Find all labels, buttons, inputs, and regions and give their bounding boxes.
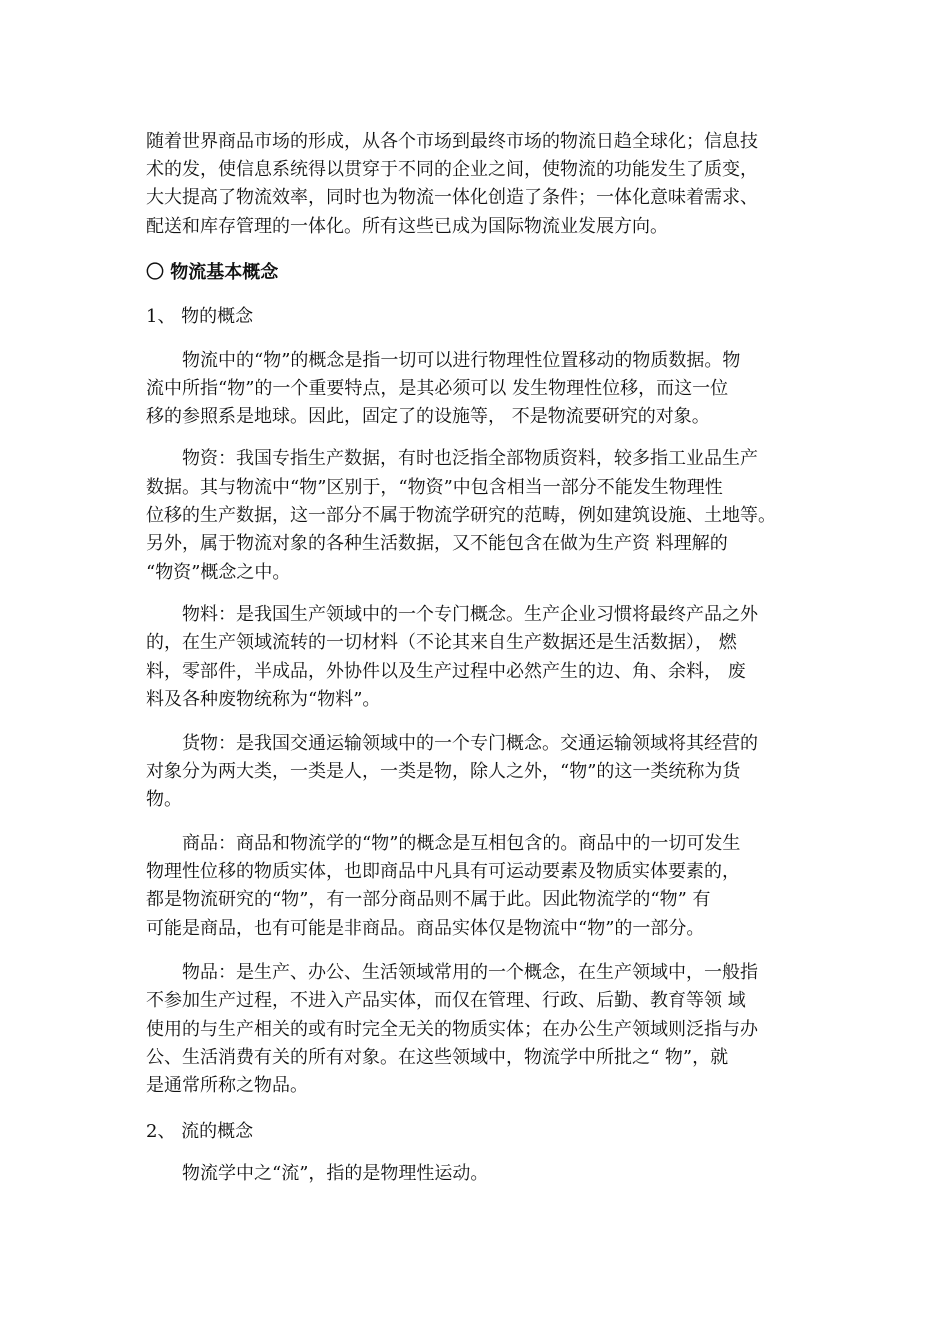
paragraph-line: “物资”概念之中。 xyxy=(146,562,291,583)
paragraph-line: 物品：是生产、办公、生活领域常用的一个概念，在生产领域中，一般指 xyxy=(182,962,758,983)
paragraph-line: 物流学中之“流”，指的是物理性运动。 xyxy=(182,1163,489,1184)
intro-line: 术的发，使信息系统得以贯穿于不同的企业之间，使物流的功能发生了质变， xyxy=(146,159,758,180)
paragraph-line: 物理性位移的物质实体，也即商品中凡具有可运动要素及物质实体要素的， xyxy=(146,861,740,882)
paragraph-line: 对象分为两大类，一类是人，一类是物，除人之外，“物”的这一类统称为货 xyxy=(146,761,741,782)
paragraph-line: 使用的与生产相关的或有时完全无关的物质实体；在办公生产领域则泛指与办 xyxy=(146,1019,758,1040)
paragraph-line: 物。 xyxy=(146,789,182,810)
section-heading: 〇 物流基本概念 xyxy=(146,262,279,283)
paragraph-line: 不参加生产过程，不进入产品实体，而仅在管理、行政、后勤、教育等领 域 xyxy=(146,990,746,1011)
paragraph-line: 都是物流研究的“物”，有一部分商品则不属于此。因此物流学的“物” 有 xyxy=(146,889,711,910)
paragraph-line: 的，在生产领域流转的一切材料（不论其来自生产数据还是生活数据）， 燃 xyxy=(146,632,737,653)
paragraph-line: 货物：是我国交通运输领域中的一个专门概念。交通运输领域将其经营的 xyxy=(182,733,758,754)
paragraph-line: 可能是商品，也有可能是非商品。商品实体仅是物流中“物”的一部分。 xyxy=(146,918,705,939)
intro-line: 随着世界商品市场的形成，从各个市场到最终市场的物流日趋全球化；信息技 xyxy=(146,131,758,152)
subheading-liu: 2、 流的概念 xyxy=(146,1121,254,1142)
intro-line: 大大提高了物流效率，同时也为物流一体化创造了条件；一体化意味着需求、 xyxy=(146,187,758,208)
paragraph-line: 物资：我国专指生产数据，有时也泛指全部物质资料，较多指工业品生产 xyxy=(182,448,758,469)
intro-line: 配送和库存管理的一体化。所有这些已成为国际物流业发展方向。 xyxy=(146,216,668,237)
paragraph-line: 是通常所称之物品。 xyxy=(146,1075,308,1096)
paragraph-line: 移的参照系是地球。因此，固定了的设施等， 不是物流要研究的对象。 xyxy=(146,406,710,427)
paragraph-line: 料，零部件，半成品，外协件以及生产过程中必然产生的边、角、余料， 废 xyxy=(146,661,746,682)
paragraph-line: 另外，属于物流对象的各种生活数据，又不能包含在做为生产资 料理解的 xyxy=(146,533,728,554)
paragraph-line: 料及各种废物统称为“物料”。 xyxy=(146,689,381,710)
paragraph-line: 物料：是我国生产领域中的一个专门概念。生产企业习惯将最终产品之外 xyxy=(182,604,758,625)
paragraph-line: 商品：商品和物流学的“物”的概念是互相包含的。商品中的一切可发生 xyxy=(182,833,741,854)
subheading-wu: 1、 物的概念 xyxy=(146,306,254,327)
paragraph-line: 物流中的“物”的概念是指一切可以进行物理性位置移动的物质数据。物 xyxy=(182,350,741,371)
paragraph-line: 位移的生产数据，这一部分不属于物流学研究的范畴，例如建筑设施、土地等。 xyxy=(146,505,776,526)
paragraph-line: 流中所指“物”的一个重要特点，是其必须可以 发生物理性位移，而这一位 xyxy=(146,378,729,399)
paragraph-line: 数据。其与物流中“物”区别于，“物资”中包含相当一部分不能发生物理性 xyxy=(146,477,723,498)
paragraph-line: 公、生活消费有关的所有对象。在这些领域中，物流学中所批之“ 物”，就 xyxy=(146,1047,729,1068)
